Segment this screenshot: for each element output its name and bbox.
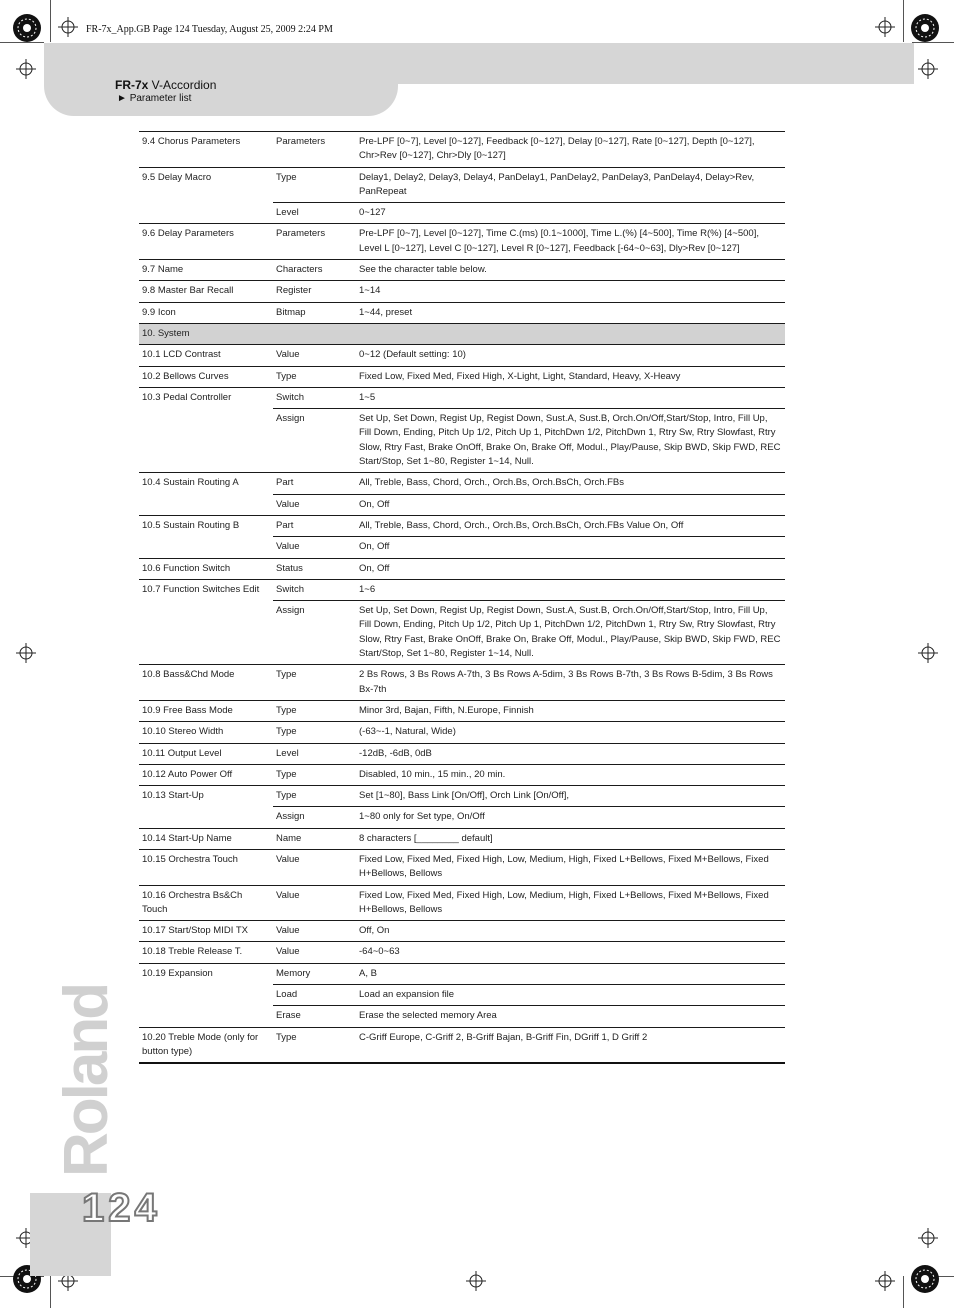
parameter-name: 10.11 Output Level	[139, 743, 273, 764]
parameter-field: Register	[273, 281, 356, 302]
table-row	[139, 537, 785, 558]
table-row	[139, 828, 785, 849]
page-number: 124	[82, 1186, 161, 1230]
parameter-name: 10.7 Function Switches Edit	[142, 583, 260, 595]
table-row	[139, 302, 785, 323]
table-row	[139, 985, 785, 1006]
parameter-range: Fixed Low, Fixed Med, Fixed High, Low, Medium, High, Fixed L+Bellows, Fixed M+Bellows, Fixed H+Bellows, Bellows	[356, 849, 785, 885]
parameter-range: 1~6	[356, 579, 785, 600]
parameter-range: 1~44, preset	[356, 302, 785, 323]
parameter-field: Assign	[273, 409, 356, 473]
table-row	[139, 764, 785, 785]
table-row	[139, 203, 785, 224]
parameter-range: Pre-LPF [0~7], Level [0~127], Time C.(ms) [0.1~1000], Time L.(%) [4~500], Time R(%) [4~500], Level L [0~127], Level C [0~127], Level R [0~127], Feedback [-64~0~63], Dly>Rev [0~127]	[356, 224, 785, 260]
parameter-name	[139, 1006, 273, 1027]
parameter-range: Delay1, Delay2, Delay3, Delay4, PanDelay1, PanDelay2, PanDelay3, PanDelay4, Delay>Rev, PanRepeat	[356, 167, 785, 203]
color-target-icon	[910, 13, 940, 43]
parameter-field: Type	[273, 700, 356, 721]
parameter-name: 9.4 Chorus Parameters	[139, 132, 273, 168]
parameter-field: Type	[273, 366, 356, 387]
parameter-range: On, Off	[356, 537, 785, 558]
parameter-name: 10.5 Sustain Routing B	[142, 519, 240, 531]
breadcrumb	[117, 93, 191, 104]
breadcrumb-label: Parameter list	[129, 93, 192, 104]
parameter-range: 1~5	[356, 387, 785, 408]
table-row	[139, 473, 785, 494]
parameter-range: On, Off	[356, 558, 785, 579]
product-model: FR-7x	[115, 78, 149, 92]
registration-mark-icon	[875, 1271, 895, 1291]
parameter-range: Erase the selected memory Area	[356, 1006, 785, 1027]
parameter-range: Off, On	[356, 921, 785, 942]
registration-mark-icon	[875, 17, 895, 37]
registration-mark-icon	[58, 17, 78, 37]
parameter-table-body	[139, 132, 785, 1064]
parameter-field: Level	[273, 743, 356, 764]
parameter-range: 0~12 (Default setting: 10)	[356, 345, 785, 366]
parameter-field: Value	[273, 885, 356, 921]
parameter-name: 10.15 Orchestra Touch	[139, 849, 273, 885]
parameter-name: 10.17 Start/Stop MIDI TX	[139, 921, 273, 942]
table-row	[139, 366, 785, 387]
table-row	[139, 224, 785, 260]
parameter-field: Type	[273, 1027, 356, 1063]
registration-mark-icon	[16, 59, 36, 79]
parameter-field: Part	[273, 473, 356, 494]
parameter-field: Value	[273, 942, 356, 963]
parameter-range: On, Off	[356, 494, 785, 515]
crop-line	[903, 0, 904, 42]
parameter-range: Pre-LPF [0~7], Level [0~127], Feedback [0~127], Delay [0~127], Rate [0~127], Depth [0~127], Chr>Rev [0~127], Chr>Dly [0~127]	[356, 132, 785, 168]
parameter-name: 9.8 Master Bar Recall	[139, 281, 273, 302]
table-row	[139, 167, 785, 203]
parameter-range: Set Up, Set Down, Regist Up, Regist Down, Sust.A, Sust.B, Orch.On/Off,Start/Stop, Intro, Fill Up, Fill Down, Ending, Pitch Up 1/2, Pitch Up 1, PitchDwn 1/2, PitchDwn 1, Rtry Sw, Rtry Slowfast, Rtry Slow, Rtry Fast, Brake OnOff, Brake On, Brake Off, Modul., Play/Pause, Skip BWD, Skip FWD, REC Start/Stop, Set 1~80, Register 1~14, Null.	[356, 601, 785, 665]
parameter-field	[273, 323, 356, 344]
parameter-range: C-Griff Europe, C-Griff 2, B-Griff Bajan, B-Griff Fin, DGriff 1, D Griff 2	[356, 1027, 785, 1063]
table-row	[139, 601, 785, 665]
parameter-field: Type	[273, 167, 356, 203]
table-row	[139, 700, 785, 721]
parameter-range: Set Up, Set Down, Regist Up, Regist Down, Sust.A, Sust.B, Orch.On/Off,Start/Stop, Intro, Fill Up, Fill Down, Ending, Pitch Up 1/2, Pitch Up 1, PitchDwn 1/2, PitchDwn 1, Rtry Sw, Rtry Slowfast, Rtry Slow, Rtry Fast, Brake OnOff, Brake On, Brake Off, Modul., Play/Pause, Skip BWD, Skip FWD, REC Start/Stop, Set 1~80, Register 1~14, Null.	[356, 409, 785, 473]
table-row	[139, 132, 785, 168]
parameter-range: A, B	[356, 963, 785, 984]
parameter-name: 10.10 Stereo Width	[139, 722, 273, 743]
parameter-field: Load	[273, 985, 356, 1006]
table-row	[139, 1027, 785, 1063]
table-row	[139, 665, 785, 701]
parameter-range: Fixed Low, Fixed Med, Fixed High, X-Light, Light, Standard, Heavy, X-Heavy	[356, 366, 785, 387]
parameter-name: 10.8 Bass&Chd Mode	[139, 665, 273, 701]
parameter-name	[139, 494, 273, 515]
triangle-right-icon: ►	[117, 93, 127, 104]
crop-line	[50, 0, 51, 42]
table-row	[139, 558, 785, 579]
parameter-name	[139, 409, 273, 473]
parameter-field: Assign	[273, 807, 356, 828]
parameter-range: (-63~-1, Natural, Wide)	[356, 722, 785, 743]
parameter-field: Type	[273, 786, 356, 807]
parameter-field: Type	[273, 665, 356, 701]
parameter-range: Fixed Low, Fixed Med, Fixed High, Low, Medium, High, Fixed L+Bellows, Fixed M+Bellows, Fixed H+Bellows, Bellows	[356, 885, 785, 921]
parameter-name: 10. System	[139, 323, 273, 344]
parameter-name	[139, 203, 273, 224]
table-row	[139, 849, 785, 885]
parameter-field: Part	[273, 515, 356, 536]
registration-mark-icon	[16, 643, 36, 663]
parameter-range: -12dB, -6dB, 0dB	[356, 743, 785, 764]
table-row	[139, 579, 785, 600]
table-row	[139, 722, 785, 743]
parameter-range: 1~14	[356, 281, 785, 302]
parameter-field: Value	[273, 849, 356, 885]
parameter-field: Bitmap	[273, 302, 356, 323]
table-row	[139, 921, 785, 942]
brand-logo: Roland	[52, 984, 121, 1177]
table-row	[139, 885, 785, 921]
parameter-name: 9.9 Icon	[139, 302, 273, 323]
table-row	[139, 807, 785, 828]
registration-mark-icon	[918, 1228, 938, 1248]
parameter-name: 10.14 Start-Up Name	[139, 828, 273, 849]
parameter-field: Characters	[273, 260, 356, 281]
parameter-name: 10.12 Auto Power Off	[139, 764, 273, 785]
parameter-range: All, Treble, Bass, Chord, Orch., Orch.Bs, Orch.BsCh, Orch.FBs	[356, 473, 785, 494]
registration-mark-icon	[918, 59, 938, 79]
parameter-name: 9.5 Delay Macro	[142, 171, 212, 183]
parameter-field: Value	[273, 494, 356, 515]
parameter-field: Type	[273, 722, 356, 743]
parameter-range: Set [1~80], Bass Link [On/Off], Orch Link [On/Off],	[356, 786, 785, 807]
color-target-icon	[910, 1264, 940, 1294]
parameter-field: Type	[273, 764, 356, 785]
table-row	[139, 345, 785, 366]
parameter-name: 10.6 Function Switch	[139, 558, 273, 579]
parameter-range: See the character table below.	[356, 260, 785, 281]
parameter-name: 9.7 Name	[139, 260, 273, 281]
registration-mark-icon	[466, 1271, 486, 1291]
parameter-name: 10.3 Pedal Controller	[142, 391, 232, 403]
parameter-name: 10.13 Start-Up	[142, 790, 204, 802]
parameter-name: 10.20 Treble Mode (only for button type)	[139, 1027, 273, 1063]
parameter-field: Level	[273, 203, 356, 224]
crop-line	[903, 1276, 904, 1308]
parameter-field: Memory	[273, 963, 356, 984]
parameter-range	[356, 323, 785, 344]
table-row	[139, 494, 785, 515]
table-row	[139, 942, 785, 963]
parameter-range: 0~127	[356, 203, 785, 224]
parameter-name	[139, 985, 273, 1006]
parameter-name: 10.19 Expansion	[142, 967, 213, 979]
parameter-range: All, Treble, Bass, Chord, Orch., Orch.Bs, Orch.BsCh, Orch.FBs Value On, Off	[356, 515, 785, 536]
table-row	[139, 515, 785, 536]
parameter-field: Switch	[273, 387, 356, 408]
parameter-name	[139, 807, 273, 828]
section-row	[139, 323, 785, 344]
parameter-range: Disabled, 10 min., 15 min., 20 min.	[356, 764, 785, 785]
parameter-name: 10.9 Free Bass Mode	[139, 700, 273, 721]
color-target-icon	[12, 13, 42, 43]
table-row	[139, 1006, 785, 1027]
parameter-field: Parameters	[273, 132, 356, 168]
parameter-field: Erase	[273, 1006, 356, 1027]
header-tab	[44, 70, 398, 116]
parameter-field: Value	[273, 921, 356, 942]
product-title	[115, 78, 216, 92]
parameter-field: Parameters	[273, 224, 356, 260]
parameter-range: -64~0~63	[356, 942, 785, 963]
print-slug: FR-7x_App.GB Page 124 Tuesday, August 25, 2009 2:24 PM	[86, 24, 333, 35]
parameter-name	[139, 601, 273, 665]
parameter-range: 2 Bs Rows, 3 Bs Rows A-7th, 3 Bs Rows A-5dim, 3 Bs Rows B-7th, 3 Bs Rows B-5dim, 3 Bs Rows Bx-7th	[356, 665, 785, 701]
parameter-field: Assign	[273, 601, 356, 665]
parameter-range: Minor 3rd, Bajan, Fifth, N.Europe, Finnish	[356, 700, 785, 721]
parameter-range: 8 characters [________ default]	[356, 828, 785, 849]
parameter-name: 10.2 Bellows Curves	[139, 366, 273, 387]
parameter-name: 10.18 Treble Release T.	[139, 942, 273, 963]
table-row	[139, 743, 785, 764]
parameter-table	[139, 131, 785, 1064]
parameter-range: Load an expansion file	[356, 985, 785, 1006]
parameter-range: 1~80 only for Set type, On/Off	[356, 807, 785, 828]
crop-line	[50, 1276, 51, 1308]
registration-mark-icon	[918, 643, 938, 663]
parameter-name: 10.16 Orchestra Bs&Ch Touch	[139, 885, 273, 921]
table-row	[139, 387, 785, 408]
table-row	[139, 281, 785, 302]
table-row	[139, 260, 785, 281]
parameter-name: 10.4 Sustain Routing A	[142, 477, 239, 489]
table-row	[139, 786, 785, 807]
parameter-field: Status	[273, 558, 356, 579]
table-row	[139, 409, 785, 473]
parameter-name: 9.6 Delay Parameters	[139, 224, 273, 260]
parameter-field: Switch	[273, 579, 356, 600]
parameter-field: Value	[273, 537, 356, 558]
parameter-name	[139, 537, 273, 558]
parameter-field: Name	[273, 828, 356, 849]
parameter-name: 10.1 LCD Contrast	[139, 345, 273, 366]
parameter-field: Value	[273, 345, 356, 366]
table-row	[139, 963, 785, 984]
product-name: V-Accordion	[148, 78, 217, 92]
